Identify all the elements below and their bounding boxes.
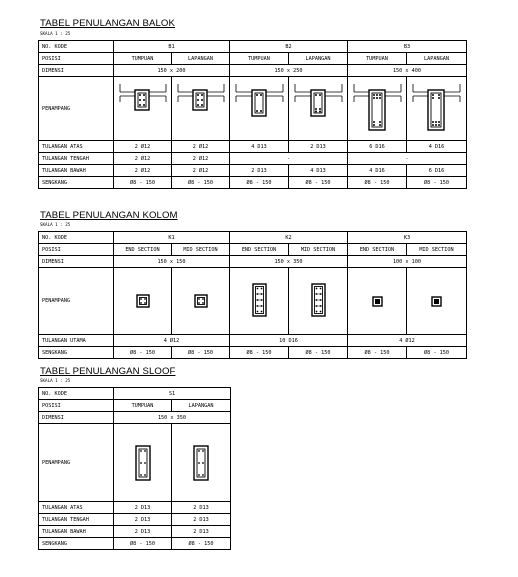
beam-section-drawing: [289, 77, 348, 141]
code-b3: B3: [348, 41, 467, 53]
code-k3: K3: [348, 232, 467, 244]
position-cell: TUMPUAN: [348, 53, 407, 65]
code-s1: S1: [114, 388, 231, 400]
rebar-cell: 2 Ø12: [114, 165, 172, 177]
row-label-sengkang: SENGKANG: [39, 538, 114, 550]
row-label-dimensi: DIMENSI: [39, 65, 114, 77]
table-row: [39, 177, 467, 189]
stirrup-cell: Ø8 - 150: [348, 177, 407, 189]
position-cell: END SECTION: [348, 244, 407, 256]
rebar-cell: 6 D16: [407, 165, 467, 177]
rebar-cell: 4 D13: [230, 141, 289, 153]
table-row: [39, 502, 231, 514]
rebar-cell: 4 Ø12: [348, 335, 467, 347]
beam-section-drawing: [230, 77, 289, 141]
sloof-section-drawing: [172, 424, 231, 502]
dimension-cell: 150 x 350: [230, 256, 348, 268]
rebar-cell: 4 D16: [348, 165, 407, 177]
position-cell: LAPANGAN: [407, 53, 467, 65]
rebar-cell: 2 D13: [289, 141, 348, 153]
table-row: [39, 153, 467, 165]
dimension-cell: 150 x 250: [230, 65, 348, 77]
dimension-cell: 100 x 100: [348, 256, 467, 268]
code-b2: B2: [230, 41, 348, 53]
table-row: [39, 65, 467, 77]
stirrup-cell: Ø8 - 150: [114, 177, 172, 189]
kolom-table: [38, 231, 467, 359]
stirrup-cell: Ø8 - 150: [114, 538, 172, 550]
row-label-sengkang: SENGKANG: [39, 347, 114, 359]
table-row: [39, 141, 467, 153]
dimension-cell: 150 x 400: [348, 65, 467, 77]
dimension-cell: 150 x 350: [114, 412, 231, 424]
stirrup-cell: Ø8 - 150: [407, 177, 467, 189]
row-label-sengkang: SENGKANG: [39, 177, 114, 189]
rebar-cell: 2 D13: [172, 514, 231, 526]
table-row: [39, 77, 467, 141]
kolom-table-title: TABEL PENULANGAN KOLOM: [40, 210, 178, 221]
row-label-penampang: PENAMPANG: [39, 424, 114, 502]
position-cell: END SECTION: [114, 244, 172, 256]
sloof-table-title: TABEL PENULANGAN SLOOF: [40, 366, 176, 377]
beam-section-drawing: [407, 77, 467, 141]
rebar-cell: 2 D13: [114, 514, 172, 526]
code-k1: K1: [114, 232, 230, 244]
row-label-posisi: POSISI: [39, 244, 114, 256]
rebar-cell: 2 Ø12: [114, 141, 172, 153]
column-section-drawing: [289, 268, 348, 335]
table-row: [39, 400, 231, 412]
row-label-dimensi: DIMENSI: [39, 256, 114, 268]
rebar-cell: 2 Ø12: [172, 165, 230, 177]
rebar-cell: 2 D13: [172, 502, 231, 514]
rebar-cell: 2 Ø12: [114, 153, 172, 165]
stirrup-cell: Ø8 - 150: [114, 347, 172, 359]
table-row: [39, 538, 231, 550]
column-section-drawing: [230, 268, 289, 335]
sloof-table: [38, 387, 231, 550]
balok-table: [38, 40, 467, 189]
row-label-tulangan-tengah: TULANGAN TENGAH: [39, 514, 114, 526]
row-label-no-kode: NO. KODE: [39, 232, 114, 244]
stirrup-cell: Ø8 - 150: [172, 347, 230, 359]
rebar-cell: 2 D13: [114, 526, 172, 538]
table-row: [39, 388, 231, 400]
row-label-tulangan-tengah: TULANGAN TENGAH: [39, 153, 114, 165]
row-label-tulangan-atas: TULANGAN ATAS: [39, 141, 114, 153]
position-cell: MID SECTION: [172, 244, 230, 256]
sloof-section-drawing: [114, 424, 172, 502]
balok-scale-note: SKALA 1 : 25: [40, 31, 71, 36]
rebar-cell: -: [348, 153, 467, 165]
rebar-cell: 2 Ø12: [172, 153, 230, 165]
table-row: [39, 347, 467, 359]
table-row: [39, 424, 231, 502]
rebar-cell: 6 D16: [348, 141, 407, 153]
rebar-cell: 4 D16: [407, 141, 467, 153]
kolom-scale-note: SKALA 1 : 25: [40, 222, 71, 227]
stirrup-cell: Ø8 - 150: [172, 177, 230, 189]
beam-section-drawing: [172, 77, 230, 141]
rebar-cell: 2 Ø12: [172, 141, 230, 153]
row-label-dimensi: DIMENSI: [39, 412, 114, 424]
position-cell: TUMPUAN: [114, 53, 172, 65]
table-row: [39, 514, 231, 526]
stirrup-cell: Ø8 - 150: [289, 347, 348, 359]
row-label-penampang: PENAMPANG: [39, 77, 114, 141]
beam-section-drawing: [348, 77, 407, 141]
column-section-drawing: [348, 268, 407, 335]
position-cell: END SECTION: [230, 244, 289, 256]
rebar-cell: -: [230, 153, 348, 165]
stirrup-cell: Ø8 - 150: [172, 538, 231, 550]
position-cell: TUMPUAN: [230, 53, 289, 65]
table-row: [39, 412, 231, 424]
row-label-tulangan-atas: TULANGAN ATAS: [39, 502, 114, 514]
column-section-drawing: [172, 268, 230, 335]
rebar-cell: 2 D13: [114, 502, 172, 514]
rebar-cell: 4 Ø12: [114, 335, 230, 347]
row-label-no-kode: NO. KODE: [39, 41, 114, 53]
dimension-cell: 150 x 200: [114, 65, 230, 77]
table-row: [39, 53, 467, 65]
code-b1: B1: [114, 41, 230, 53]
table-row: [39, 526, 231, 538]
table-row: [39, 256, 467, 268]
position-cell: MID SECTION: [407, 244, 467, 256]
row-label-penampang: PENAMPANG: [39, 268, 114, 335]
position-cell: LAPANGAN: [172, 53, 230, 65]
balok-table-title: TABEL PENULANGAN BALOK: [40, 18, 175, 29]
sloof-scale-note: SKALA 1 : 25: [40, 378, 71, 383]
stirrup-cell: Ø8 - 150: [289, 177, 348, 189]
row-label-tulangan-bawah: TULANGAN BAWAH: [39, 165, 114, 177]
rebar-cell: 4 D13: [289, 165, 348, 177]
table-row: [39, 165, 467, 177]
stirrup-cell: Ø8 - 150: [230, 347, 289, 359]
row-label-no-kode: NO. KODE: [39, 388, 114, 400]
table-row: [39, 244, 467, 256]
position-cell: TUMPUAN: [114, 400, 172, 412]
position-cell: LAPANGAN: [172, 400, 231, 412]
row-label-tulangan-bawah: TULANGAN BAWAH: [39, 526, 114, 538]
row-label-posisi: POSISI: [39, 53, 114, 65]
column-section-drawing: [407, 268, 467, 335]
dimension-cell: 150 x 150: [114, 256, 230, 268]
rebar-cell: 2 D13: [172, 526, 231, 538]
table-row: [39, 268, 467, 335]
beam-section-drawing: [114, 77, 172, 141]
rebar-cell: 2 D13: [230, 165, 289, 177]
table-row: [39, 335, 467, 347]
position-cell: LAPANGAN: [289, 53, 348, 65]
stirrup-cell: Ø8 - 150: [348, 347, 407, 359]
row-label-tulangan-utama: TULANGAN UTAMA: [39, 335, 114, 347]
code-k2: K2: [230, 232, 348, 244]
stirrup-cell: Ø8 - 150: [230, 177, 289, 189]
row-label-posisi: POSISI: [39, 400, 114, 412]
table-row: [39, 41, 467, 53]
position-cell: MID SECTION: [289, 244, 348, 256]
table-row: [39, 232, 467, 244]
column-section-drawing: [114, 268, 172, 335]
rebar-cell: 10 D16: [230, 335, 348, 347]
stirrup-cell: Ø8 - 150: [407, 347, 467, 359]
